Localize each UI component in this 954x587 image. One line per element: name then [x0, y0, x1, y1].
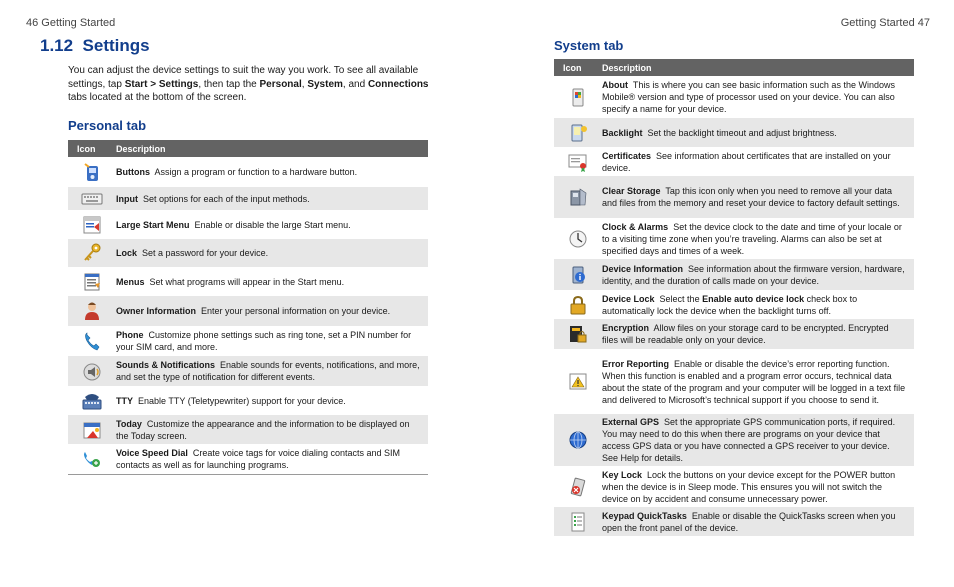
setting-description: Enable sounds for events, notifications, and more, and set the type of notification for different events. — [116, 360, 420, 382]
setting-name: Device Lock — [602, 293, 655, 304]
table-row — [68, 296, 428, 326]
page-header-left: 46 Getting Started — [26, 17, 116, 29]
table-row — [554, 118, 914, 147]
today-icon — [81, 419, 103, 441]
setting-description: Allow files on your storage card to be encrypted. Encrypted files will be readable only on your device. — [602, 323, 889, 345]
column-header-description: Description — [116, 143, 166, 154]
setting-name: Menus — [116, 276, 145, 287]
table-row — [554, 349, 914, 414]
personal-settings-table — [68, 140, 428, 475]
table-row — [68, 187, 428, 210]
section-number: 1.12 — [40, 36, 74, 55]
table-row — [68, 356, 428, 386]
column-header-icon: Icon — [77, 143, 96, 154]
table-header — [554, 59, 914, 76]
setting-description: Create voice tags for voice dialing contacts and SIM contacts as well as for launching programs. — [116, 448, 400, 470]
table-row — [68, 239, 428, 267]
setting-name: Large Start Menu — [116, 219, 190, 230]
setting-description: Set a password for your device. — [142, 248, 269, 258]
table-row — [68, 386, 428, 415]
setting-description: Enter your personal information on your device. — [201, 306, 391, 316]
table-row — [68, 267, 428, 296]
column-header-description: Description — [602, 62, 652, 73]
setting-name: Error Reporting — [602, 358, 670, 369]
section-title: Settings — [82, 36, 150, 55]
setting-description: Enable or disable the device’s error reporting function. When this function is enabled and a program error occurs, technical data about the state of the program and your computer will be logged in a text file and delivered to Microsoft’s technical support if you choose to send it. — [602, 358, 906, 405]
setting-description: Set what programs will appear in the Start menu. — [149, 276, 345, 287]
setting-description: See information about certificates that are installed on your device. — [602, 150, 891, 173]
setting-name: Certificates — [602, 150, 652, 161]
table-row — [68, 157, 428, 187]
table-row — [68, 326, 428, 356]
personal-tab-ref: Personal — [259, 78, 302, 90]
table-row: Device Lock Select the Enable auto device lock check box to automatically lock the device when the backlight turns off. — [554, 290, 914, 319]
table-header — [68, 140, 428, 157]
setting-description: This is where you can see basic information such as the Windows Mobile® version and type of processor used on your device. You can also specify a name for your device. — [602, 80, 895, 114]
system-settings-table — [554, 59, 914, 536]
setting-name: About — [602, 80, 628, 90]
key-lock-icon — [567, 476, 589, 498]
error-report-icon — [567, 371, 589, 393]
certificate-icon — [567, 151, 589, 173]
table-row — [68, 444, 428, 474]
connections-tab-ref: Connections — [367, 78, 429, 90]
setting-name: Device Information — [602, 263, 684, 274]
setting-description: Set the backlight timeout and adjust brightness. — [647, 127, 837, 138]
encryption-icon — [567, 323, 589, 345]
clock-icon — [567, 228, 589, 250]
key-icon — [81, 242, 103, 264]
system-tab-heading: System tab — [554, 38, 624, 53]
voice-dial-icon — [81, 448, 103, 470]
table-row — [68, 210, 428, 239]
table-row — [554, 319, 914, 349]
enable-auto-device-lock-label: Enable auto device lock — [702, 293, 805, 304]
setting-name: Clock & Alarms — [602, 221, 669, 232]
setting-description: Enable TTY (Teletypewriter) support for your device. — [138, 395, 346, 406]
padlock-icon — [567, 294, 589, 316]
setting-name: Lock — [116, 248, 138, 258]
keyboard-icon — [81, 188, 103, 210]
column-header-icon: Icon — [563, 62, 582, 73]
clear-storage-icon — [567, 186, 589, 208]
setting-name: Clear Storage — [602, 186, 661, 196]
system-tab-ref: System — [307, 78, 343, 90]
setting-name: Encryption — [602, 323, 650, 333]
setting-description: Set the appropriate GPS communication ports, if required. You may need to do this when there are programs on your device that access GPS data or you have connected a GPS receiver to your device. See Help for details. — [602, 417, 896, 463]
setting-name: Phone — [116, 330, 144, 340]
setting-name: Keypad QuickTasks — [602, 510, 687, 521]
sounds-icon — [81, 360, 103, 382]
start-settings-path: Start > Settings — [124, 78, 199, 90]
setting-name: Owner Information — [116, 306, 197, 316]
personal-tab-heading: Personal tab — [68, 118, 147, 133]
setting-description: Customize phone settings such as ring tone, set a PIN number for your SIM card, and more. — [116, 330, 412, 352]
table-row — [554, 466, 914, 507]
phone-icon — [81, 330, 103, 352]
table-row — [554, 76, 914, 118]
about-icon — [567, 86, 589, 108]
menus-icon — [81, 271, 103, 293]
setting-name: TTY — [116, 395, 133, 406]
setting-description: Enable or disable the large Start menu. — [194, 219, 351, 230]
setting-name: Backlight — [602, 127, 643, 138]
setting-name: Sounds & Notifications — [116, 360, 215, 370]
setting-description: Set options for each of the input methods. — [143, 193, 310, 204]
tty-icon — [81, 390, 103, 412]
start-menu-icon — [81, 214, 103, 236]
intro-paragraph: You can adjust the device settings to suit the way you work. To see all available settings, tap Start > Settings, then tap the Personal, System, and Connections tabs located at the bottom of the screen. — [68, 65, 429, 104]
table-row — [554, 507, 914, 536]
setting-description: See information about the firmware version, hardware, identity, and the duration of calls made on your device. — [602, 263, 905, 286]
table-row — [68, 415, 428, 444]
setting-description: Customize the appearance and the information to be displayed on the Today screen. — [116, 418, 410, 441]
gps-icon — [567, 429, 589, 451]
setting-description: Lock the buttons on your device except for the POWER button when the device is in Sleep mode. This ensures you will not switch the device on by accident and consume unnecessary power. — [602, 469, 896, 504]
setting-name: Key Lock — [602, 469, 643, 480]
backlight-icon — [567, 122, 589, 144]
setting-name: Buttons — [116, 167, 150, 177]
setting-description: Enable or disable the QuickTasks screen when you open the front panel of the device. — [602, 510, 896, 533]
section-heading — [40, 36, 150, 56]
device-info-icon — [567, 264, 589, 286]
setting-description: Set the device clock to the date and time of your locale or to a visiting time zone when you’re traveling. Alarms can also be set at specified days and times of a week. — [602, 221, 902, 256]
table-row — [554, 147, 914, 176]
owner-icon — [81, 300, 103, 322]
setting-name: Today — [116, 418, 142, 429]
setting-name: External GPS — [602, 417, 660, 427]
setting-description: Tap this icon only when you need to remove all your data and files from the memory and reset your device to factory default settings. — [602, 186, 900, 208]
table-row — [554, 218, 914, 259]
buttons-icon — [81, 161, 103, 183]
setting-description: Assign a program or function to a hardware button. — [154, 167, 358, 177]
table-row — [554, 176, 914, 218]
setting-name: Input — [116, 193, 138, 204]
table-row — [554, 259, 914, 290]
page-header-right: Getting Started 47 — [840, 17, 930, 29]
quicktasks-icon — [567, 511, 589, 533]
table-row — [554, 414, 914, 466]
setting-name: Voice Speed Dial — [116, 448, 188, 458]
